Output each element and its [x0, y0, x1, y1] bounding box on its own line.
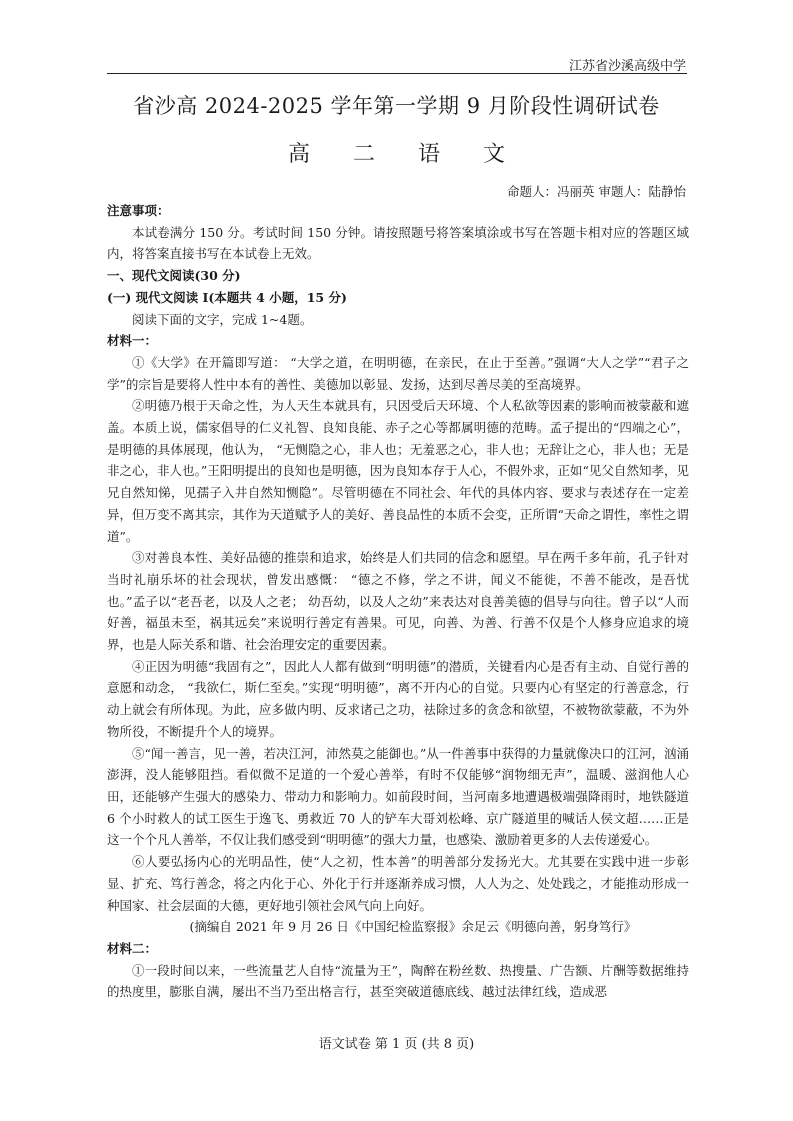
material2-label: 材料二：	[107, 940, 158, 956]
material2-paragraph: ①一段时间以来，一些流量艺人自恃“流量为王”，陶醉在粉丝数、热搜量、广告额、片酬等数据维持的热度里，膨胀自满，屡出不当乃至出格言行，甚至突破道德底线、越过法律红线，造成恶	[107, 962, 689, 1000]
page-footer: 语文试卷 第 1 页 (共 8 页)	[318, 1037, 475, 1052]
exam-body	[107, 200, 689, 1003]
material1-paragraph: ⑤“闻一善言，见一善，若决江河，沛然莫之能御也。”从一件善事中获得的力量就像决口的江河，汹涌澎湃，没人能够阻挡。看似微不足道的一个爱心善举，有时不仅能够“润物细无声”，温暖、滋润他人心田，还能够产生强大的感染力、带动力和影响力。如前段时间，当河南多地遭遇极端强降雨时，地铁隧道6 个小时救人的试工医生于逸飞、勇救近 70 人的铲车大哥刘松峰、京广隧道里的喊话人侯文超……正是这一个个凡人善举，不仅让我们感受到“明明德”的强大力量，也感染、激励着更多的人去传递爱心。	[107, 745, 689, 848]
notes-heading: 注意事项：	[107, 203, 170, 218]
material1-paragraph: ③对善良本性、美好品德的推崇和追求，始终是人们共同的信念和愿望。早在两千多年前，孔子针对当时礼崩乐坏的社会现状，曾发出感慨： “德之不修，学之不讲，闻义不能徙，不善不能改，是吾忧也。”孟子以“老吾老，以及人之老； 幼吾幼，以及人之幼”来表达对良善美德的倡导与向往。曾子以“人而好善，福虽未至，祸其远矣”来说明行善定有善果。可见，向善、为善、行善不仅是个人修身应追求的境界，也是人际关系和谐、社会治理安定的重要因素。	[107, 550, 689, 653]
exam-authors: 命题人：冯丽英 审题人：陆静怡	[507, 184, 686, 199]
material1-paragraph: ②明德乃根于天命之性，为人天生本就具有，只因受后天环境、个人私欲等因素的影响而被蒙蔽和遮盖。本质上说，儒家倡导的仁义礼智、良知良能、赤子之心等都属明德的范畴。孟子提出的“四端之心”，是明德的具体展现，他认为， “无恻隐之心，非人也；无羞恶之心，非人也；无辞让之心，非人也；无是非之心，非人也。”王阳明提出的良知也是明德，因为良知本存于人心，不假外求，正如“见父自然知孝，见兄自然知悌，见孺子入井自然知恻隐”。尽管明德在不同社会、年代的具体内容、要求与表述存在一定差异，但万变不离其宗，其作为天道赋予人的美好、善良品性的本质不会变，正所谓“天命之谓性，率性之谓道”。	[107, 398, 689, 544]
exam-title: 省沙高 2024-2025 学年第一学期 9 月阶段性调研试卷	[133, 94, 660, 118]
material1-paragraph: ⑥人要弘扬内心的光明品性，使“人之初，性本善”的明善部分发扬光大。尤其要在实践中进一步彰显、扩充、笃行善念，将之内化于心、外化于行并逐渐养成习惯，人人为之、处处践之，才能推动形成一种国家、社会层面的大德，更好地引领社会风气向上向好。	[107, 854, 689, 913]
section-instruction: 阅读下面的文字，完成 1~4题。	[132, 311, 313, 327]
material1-paragraph: ④正因为明德“我固有之”，因此人人都有做到“明明德”的潜质，关键看内心是否有主动、自觉行善的意愿和动念， “我欲仁，斯仁至矣。”实现“明明德”，离不开内心的自觉。只要内心有坚定的行善意念，行动上就会有所体现。为此，应多做内明、反求诸己之功，祛除过多的贪念和欲望，不被物欲蒙蔽，不为外物所役，不断提升个人的境界。	[107, 658, 689, 739]
header-rule	[107, 73, 687, 74]
material1-label: 材料一：	[107, 333, 158, 349]
notes-text: 本试卷满分 150 分。考试时间 150 分钟。请按照题号将答案填涂或书写在答题卡相对应的答题区域内，将答案直接书写在本试卷上无效。	[107, 224, 689, 262]
material1-paragraph: ①《大学》在开篇即写道： “大学之道，在明明德，在亲民，在止于至善。”强调“大人之学”“君子之学”的宗旨是要将人性中本有的善性、美德加以彰显、发扬，达到尽善尽美的至高境界。	[107, 354, 689, 392]
section-heading: 一、现代文阅读(30 分)	[107, 268, 241, 284]
material1-source: (摘编自 2021 年 9 月 26 日《中国纪检监察报》余足云《明德向善，躬身笃行》	[189, 919, 637, 935]
section-sub-heading: (一) 现代文阅读 Ⅰ(本题共 4 小题，15 分)	[107, 289, 347, 305]
exam-subject: 高 二 语 文	[288, 142, 523, 167]
school-name: 江苏省沙溪高级中学	[568, 59, 686, 74]
